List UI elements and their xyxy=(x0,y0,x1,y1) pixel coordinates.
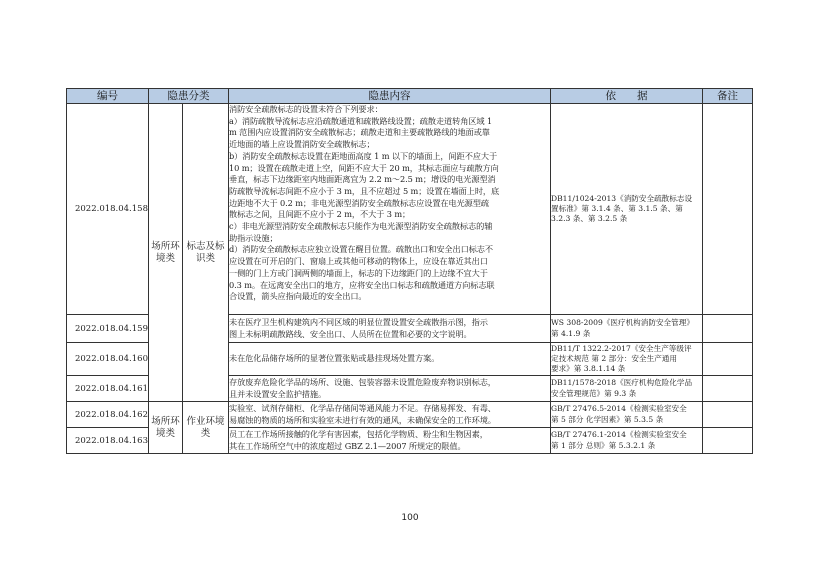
header-basis: 依 据 xyxy=(551,89,703,104)
remarks-cell xyxy=(703,376,753,402)
table-row xyxy=(67,402,753,428)
header-remarks: 备注 xyxy=(703,89,753,104)
remarks-cell xyxy=(703,402,753,428)
hazard-content: 实验室、试剂存储柜、化学品存储间等通风能力不足。存储易挥发、有毒、 易腐蚀的物质的场所和实验室未进行有效的通风，未确保安全的工作环境。 xyxy=(229,402,551,428)
hazard-basis: WS 308-2009《医疗机构消防安全管理》 第 4.1.9 条 xyxy=(551,315,703,343)
table-row xyxy=(67,104,753,315)
page-number: 100 xyxy=(401,513,419,523)
row-number: 2022.018.04.159 xyxy=(67,315,149,343)
row-number: 2022.018.04.162 xyxy=(67,402,149,428)
category-main: 场所环境类 xyxy=(149,104,183,402)
row-number: 2022.018.04.160 xyxy=(67,343,149,376)
category-sub: 标志及标识类 xyxy=(183,104,229,402)
header-no: 编号 xyxy=(67,89,149,104)
hazard-basis: DB11/1024-2013《消防安全疏散标志设 置标准》第 3.1.4 条、第 3.1.5 条、第 3.2.3 条、第 3.2.5 条 xyxy=(551,104,703,315)
row-number: 2022.018.04.161 xyxy=(67,376,149,402)
row-number: 2022.018.04.158 xyxy=(67,104,149,315)
header-content: 隐患内容 xyxy=(229,89,551,104)
hazard-content: 未在医疗卫生机构建筑内不同区域的明显位置设置安全疏散指示图，指示 图上未标明疏散路线、安全出口、人员所在位置和必要的文字说明。 xyxy=(229,315,551,343)
hazard-basis: DB11/1578-2018《医疗机构危险化学品 安全管理规范》第 9.3 条 xyxy=(551,376,703,402)
category-sub: 作业环境类 xyxy=(183,402,229,454)
table-header-row xyxy=(67,89,753,104)
hazard-content: 未在危化品储存场所的显著位置张贴或悬挂现场处置方案。 xyxy=(229,343,551,376)
remarks-cell xyxy=(703,428,753,454)
remarks-cell xyxy=(703,104,753,315)
header-category: 隐患分类 xyxy=(149,89,229,104)
hazard-content: 员工在工作场所接触的化学有害因素，包括化学物质、粉尘和生物因素， 其在工作场所空气中的浓度超过 GBZ 2.1—2007 所规定的限值。 xyxy=(229,428,551,454)
hazard-content: 存放废弃危险化学品的场所、设施、包装容器未设置危险废弃物识别标志， 且并未设置安全监护措施。 xyxy=(229,376,551,402)
category-main: 场所环境类 xyxy=(149,402,183,454)
remarks-cell xyxy=(703,343,753,376)
hazard-basis: DB11/T 1322.2-2017《安全生产等级评 定技术规范 第 2 部分：安全生产通用 要求》第 3.8.1.14 条 xyxy=(551,343,703,376)
remarks-cell xyxy=(703,315,753,343)
hazard-table xyxy=(66,88,753,454)
row-number: 2022.018.04.163 xyxy=(67,428,149,454)
hazard-basis: GB/T 27476.5-2014《检测实验室安全 第 5 部分 化学因素》第 5.3.5 条 xyxy=(551,402,703,428)
hazard-content: 消防安全疏散标志的设置未符合下列要求： a）消防疏散导流标志应沿疏散通道和疏散路线设置；疏散走道转角区域 1 m 范围内应设置消防安全疏散标志；疏散走道和主要疏散路线的地面或靠 近地面的墙上应设置消防安全疏散标志； b）消防安全疏散标志设置在距地面高度 1 m 以下的墙面上，间距不应大于 10 m；设置在疏散走道上空，间距不应大于 20 m，其标志面应与疏散方向 垂直，标志下边缘距室内地面距离宜为 2.2 m～2.5 m；增设的电光源型消 防疏散导流标志间距不应小于 3 m，且不应超过 5 m；设置在墙面上时，底 边距地不大于 0.2 m；非电光源型消防安全疏散标志应设置在电光源型疏 散标志之间，且间距不应小于 2 m，不大于 3 m； c）非电光源型消防安全疏散标志只能作为电光源型消防安全疏散标志的辅 助指示设施； d）消防安全疏散标志应独立设置在醒目位置。疏散出口和安全出口标志不 应设置在可开启的门、窗扇上或其他可移动的物体上，应设在靠近其出口 一侧的门上方或门洞两侧的墙面上，标志的下边缘距门的上边缘不宜大于 0.3 m。在远离安全出口的地方，应将安全出口标志和疏散通道方向标志联 合设置，箭头应指向最近的安全出口。 xyxy=(229,104,551,315)
hazard-basis: GB/T 27476.1-2014《检测实验室安全 第 1 部分 总则》第 5.3.2.1 条 xyxy=(551,428,703,454)
